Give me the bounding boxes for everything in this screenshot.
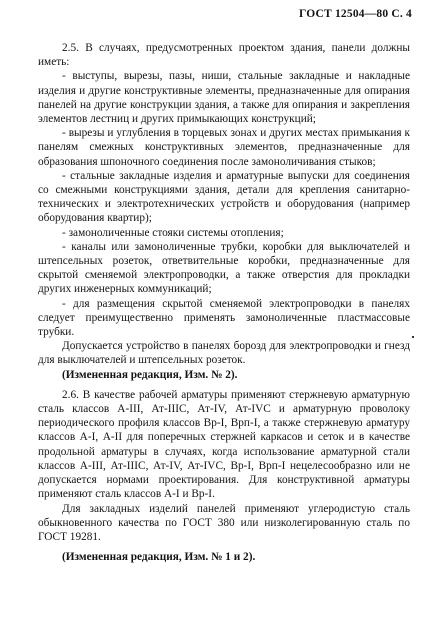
paragraph-embedded-steel: Для закладных изделий панелей применяют углеродистую сталь обыкновенного качества по ГОСТ 380 или низколегированную сталь по ГОСТ 19281. xyxy=(38,502,410,543)
list-item-embedded-parts: - стальные закладные изделия и арматурные выпуски для соединения со смежными конструкциями здания, детали для крепления санитарно-технических и электротехнических устройств и оборудования (например оборудования квартир); xyxy=(38,169,410,225)
page-header: ГОСТ 12504—80 С. 4 xyxy=(299,8,412,20)
list-item-wiring-tubes: - для размещения скрытой сменяемой электропроводки в панелях следует преимущественно применять замоноличенные пластмассовые трубки. xyxy=(38,297,410,339)
paragraph-grooves: Допускается устройство в панелях борозд для электропроводки и гнезд для выключателей и штепсельных розеток. xyxy=(38,340,410,367)
list-item-protrusions: - выступы, вырезы, пазы, ниши, стальные закладные и накладные изделия и другие конструктивные элементы, предназначенные для опирания панелей на другие конструкции здания, а также для опирания и закрепления элементов лестниц и других примыкающих конструкций; xyxy=(38,70,410,126)
clause-2-6: 2.6. В качестве рабочей арматуры применяют стержневую арматурную сталь классов А-III, Ат-IIIС, Ат-IV, Ат-IVС и арматурную проволоку периодического профиля классов Вр-I, Врп-I, а также стержневую арматуру классов А-I, А-II для поперечных стержней каркасов и сеток и в качестве продольной арматуры в случаях, когда использование арматурной стали классов А-III, Ат-IIIС, Ат-IV, Ат-IVС, Вр-I, Врп-I нецелесообразно или не допускается нормами проектирования. Для конструктивной арматуры применяют сталь классов А-I и Вр-I. xyxy=(38,388,410,501)
list-item-heating-risers: - замоноличенные стояки системы отопления; xyxy=(62,226,284,239)
clause-2-5: 2.5. В случаях, предусмотренных проектом здания, панели должны иметь: xyxy=(38,42,410,69)
amendment-note-1: (Измененная редакция, Изм. № 2). xyxy=(62,368,238,381)
amendment-note-2: (Измененная редакция, Изм. № 1 и 2). xyxy=(62,551,256,564)
list-item-channels: - каналы или замоноличенные трубки, коробки для выключателей и штепсельных розеток, ответвительные коробки, предназначенные для скрытой сменяемой электропроводки, а также отверстия для прокладки других инженерных коммуникаций; xyxy=(38,240,410,296)
list-item-cutouts: - вырезы и углубления в торцевых зонах и других местах примыкания к панелям смежных конструктивных элементов, предназначенные для образования шпоночного соединения после замоноличивания стыков; xyxy=(38,127,410,168)
scan-speck xyxy=(412,336,414,338)
document-body xyxy=(38,41,410,564)
